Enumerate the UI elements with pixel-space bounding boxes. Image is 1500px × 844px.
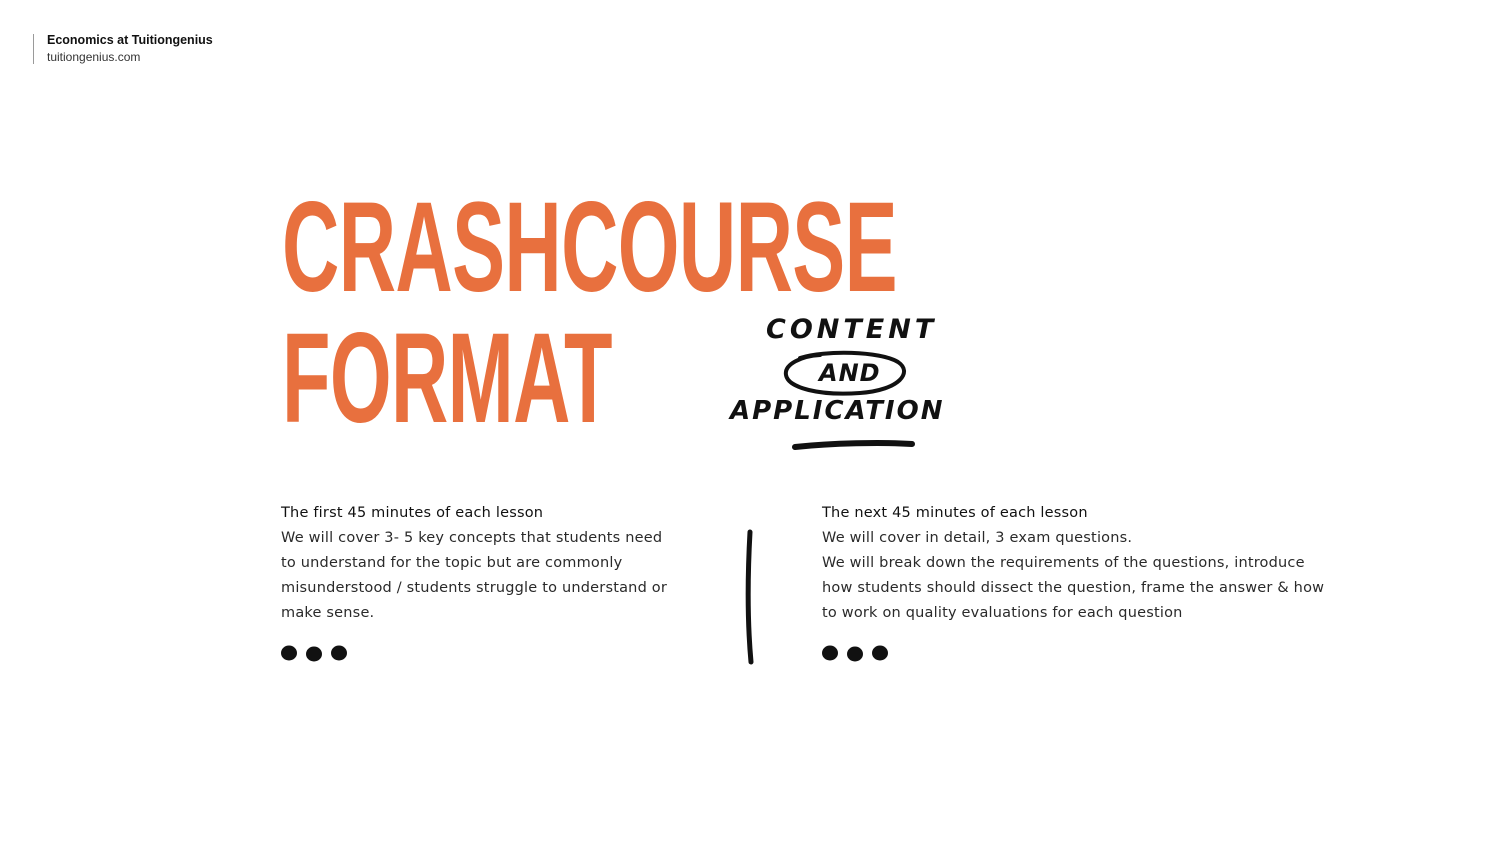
left-column [281,501,681,626]
handwritten-annotation [720,312,970,462]
handwritten-application: APPLICATION [730,396,945,426]
title-line-1: CRASHCOURSE [282,176,897,319]
right-column [822,501,1332,626]
handwritten-content: CONTENT [766,314,938,345]
handwritten-and: AND [819,359,881,387]
left-column-body: We will cover 3- 5 key concepts that students need to understand for the topic but are commonly misunderstood / students struggle to understand or make sense. [281,530,668,621]
left-column-heading: The first 45 minutes of each lesson [281,505,544,521]
underline-stroke-icon [792,438,916,452]
brand-block [33,34,213,64]
right-column-line-2: We will break down the requirements of the questions, introduce how students should dissect the question, frame the answer & how to work on quality evaluations for each question [822,555,1325,621]
brand-name: Economics at Tuitiongenius [47,33,213,47]
vertical-brush-line-icon [741,528,761,668]
right-column-heading: The next 45 minutes of each lesson [822,505,1088,521]
brand-url[interactable]: tuitiongenius.com [47,50,141,64]
right-column-line-1: We will cover in detail, 3 exam questions. [822,530,1133,546]
three-dots-icon [281,643,351,663]
title-line-2: FORMAT [282,307,612,450]
three-dots-icon [822,643,892,663]
